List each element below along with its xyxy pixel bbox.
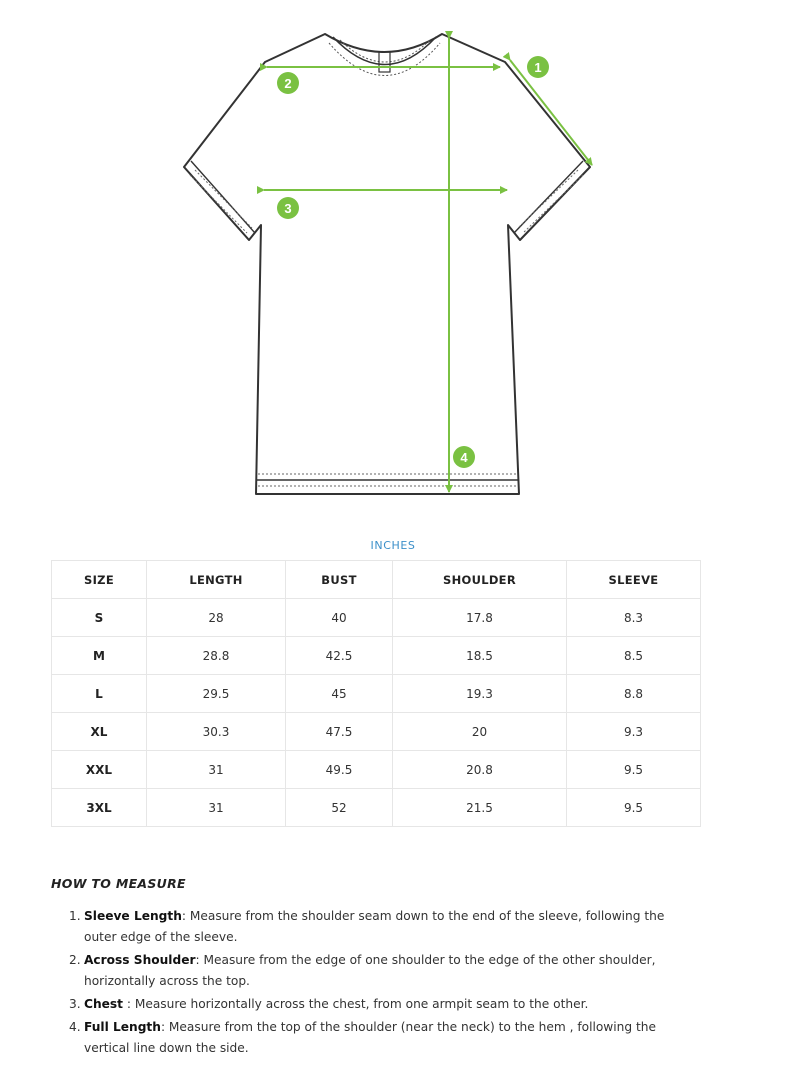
- bust-cell: 47.5: [286, 713, 393, 751]
- size-cell: XXL: [52, 751, 147, 789]
- measure-steps-list: [69, 906, 684, 1061]
- sleeve-cell: 9.3: [567, 713, 701, 751]
- length-cell: 28.8: [147, 637, 286, 675]
- table-row: [52, 675, 701, 713]
- length-cell: 31: [147, 751, 286, 789]
- svg-text:3: 3: [284, 201, 292, 216]
- header-size: SIZE: [52, 561, 147, 599]
- step-number: 1.: [69, 909, 81, 923]
- step-number: 3.: [69, 997, 81, 1011]
- sleeve-cell: 9.5: [567, 789, 701, 827]
- list-item: [69, 994, 684, 1015]
- step-text: : Measure from the top of the shoulder (near the neck) to the hem , following the vertical line down the side.: [84, 1020, 656, 1055]
- sleeve-cell: 8.3: [567, 599, 701, 637]
- unit-label: INCHES: [370, 539, 416, 552]
- shoulder-cell: 20: [393, 713, 567, 751]
- sleeve-cell: 9.5: [567, 751, 701, 789]
- step-term: Chest: [84, 997, 123, 1011]
- step-term: Across Shoulder: [84, 953, 196, 967]
- svg-text:4: 4: [460, 450, 468, 465]
- step-term: Full Length: [84, 1020, 161, 1034]
- step-text: : Measure from the shoulder seam down to the end of the sleeve, following the outer edge of the sleeve.: [84, 909, 665, 944]
- bust-cell: 52: [286, 789, 393, 827]
- table-row: [52, 599, 701, 637]
- bust-cell: 49.5: [286, 751, 393, 789]
- size-cell: XL: [52, 713, 147, 751]
- size-cell: S: [52, 599, 147, 637]
- shoulder-cell: 19.3: [393, 675, 567, 713]
- length-cell: 30.3: [147, 713, 286, 751]
- size-cell: M: [52, 637, 147, 675]
- how-to-measure-title: HOW TO MEASURE: [51, 876, 186, 891]
- step-text: : Measure horizontally across the chest, from one armpit seam to the other.: [122, 997, 589, 1011]
- bust-cell: 40: [286, 599, 393, 637]
- marker-2: [277, 72, 299, 94]
- size-cell: L: [52, 675, 147, 713]
- size-chart-table: [51, 560, 701, 827]
- header-sleeve: SLEEVE: [567, 561, 701, 599]
- table-row: [52, 637, 701, 675]
- sleeve-cell: 8.5: [567, 637, 701, 675]
- length-cell: 28: [147, 599, 286, 637]
- shoulder-cell: 17.8: [393, 599, 567, 637]
- bust-cell: 42.5: [286, 637, 393, 675]
- step-text: : Measure from the edge of one shoulder to the edge of the other shoulder, horizontally across the top.: [84, 953, 656, 988]
- length-cell: 31: [147, 789, 286, 827]
- size-cell: 3XL: [52, 789, 147, 827]
- step-number: 2.: [69, 953, 81, 967]
- shoulder-cell: 18.5: [393, 637, 567, 675]
- list-item: [69, 950, 684, 992]
- header-bust: BUST: [286, 561, 393, 599]
- list-item: [69, 906, 684, 948]
- sleeve-cell: 8.8: [567, 675, 701, 713]
- bust-cell: 45: [286, 675, 393, 713]
- table-row: [52, 789, 701, 827]
- shoulder-cell: 20.8: [393, 751, 567, 789]
- header-shoulder: SHOULDER: [393, 561, 567, 599]
- table-header-row: [52, 561, 701, 599]
- marker-3: [277, 197, 299, 219]
- shoulder-cell: 21.5: [393, 789, 567, 827]
- step-number: 4.: [69, 1020, 81, 1034]
- length-cell: 29.5: [147, 675, 286, 713]
- marker-1: [527, 56, 549, 78]
- marker-4: [453, 446, 475, 468]
- table-row: [52, 713, 701, 751]
- list-item: [69, 1017, 684, 1059]
- header-length: LENGTH: [147, 561, 286, 599]
- svg-text:2: 2: [284, 76, 292, 91]
- table-row: [52, 751, 701, 789]
- step-term: Sleeve Length: [84, 909, 182, 923]
- svg-text:1: 1: [534, 60, 542, 75]
- tshirt-measurement-diagram: [0, 0, 800, 520]
- tshirt-outline: [184, 34, 590, 494]
